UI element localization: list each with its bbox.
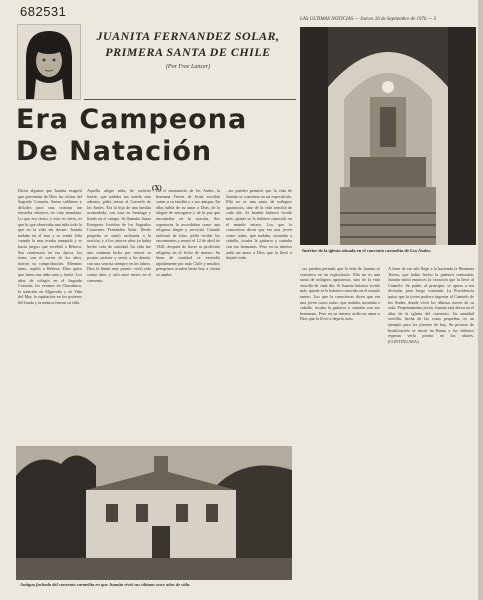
catalog-number: 682531 bbox=[20, 4, 67, 19]
body-column-4 bbox=[226, 188, 292, 440]
title-rule bbox=[84, 99, 296, 100]
title-line-1: JUANITA FERNANDEZ SOLAR, bbox=[96, 29, 280, 43]
body-column-2-text: Aquella alegre niña, de carácter fuerte, que nadaba sin miedo mar adentro, pidió entrar al Carmelo de los Andes. Era la hija de una familia acomodada, con casa en Santiago y fundo en el campo. Se llamaba Juana Enriqueta Josefina de los Sagrados Corazones Fernández Solar. Desde pequeña se sintió inclinada a la oración, y a los catorce años ya había hecho voto de castidad. Su vida fue una continua lucha por vencer su propio carácter y servir a los demás, con una sonrisa siempre en los labios. Dios la llamó muy pronto: vivió sólo veinte años, y sólo once meses en el convento. bbox=[87, 188, 151, 283]
headline bbox=[16, 104, 247, 168]
body-column-3 bbox=[156, 188, 220, 440]
newspaper-header-line: LAS ULTIMAS NOTICIAS — Jueves 16 de Septiembre de 1976 — 3 bbox=[300, 17, 436, 22]
body-column-1-text: Dicen algunos que Juanita exageró que provenían de Dios las visitas del Sagrado Corazón. Suena sublimes y difíciles para una criatura tan envuelta entonces en vida mundana. Lo que era cierto, y esto es cierto, es que lo que observaba una niña todo lo que en la vida sin decaer. Juanita nadaba en el mar y se sentía feliz cuando la mar estaba tranquila y se hacía juegos que escribió a Rebeca. Sus comienzos en esa época, los tenía, con el correr de los años, fueron su comprobación. Mientras tanto, repitió a Rebeca: Dios quiso que fuera una niña sana y fuerte. Los años de colegio en el Sagrado Corazón, los veranos en Chacabuco, la natación en Algarrobo y en Viña del Mar, la equitación en los potreros del fundo y la música fueron su vida. bbox=[18, 188, 82, 305]
byline: (Por Free Lancer) bbox=[165, 64, 211, 70]
body-column-1 bbox=[18, 188, 82, 440]
portrait-image bbox=[17, 24, 81, 100]
body-column-2 bbox=[87, 188, 151, 440]
headline-line-1: Era Campeona bbox=[16, 104, 248, 135]
portrait-drawing bbox=[18, 25, 80, 99]
church-interior-photo bbox=[300, 27, 476, 245]
body-column-5-text: ...no pueden permitir que la vida de Juanita se convierta en un espectáculo. Ella no es una santa de milagros aparatosos, sino de la vida sencilla de cada día. Si Juanita hubiera vivido más, quizás se le hubiera conocido en el mundo entero. Los que la conocieron dicen que era una joven como todas, que nadaba, montaba a caballo, tocaba la guitarra y cantaba con sus hermanas. Pero en su interior ardía un amor a Dios que la llevó a dejarlo todo. bbox=[300, 266, 380, 322]
body-column-4-text: ...no pueden permitir que la vida de Juanita se convierta en un espectáculo. Ella no es una santa de milagros aparatosos, sino de la vida sencilla de cada día. Si Juanita hubiera vivido más, quizás se le hubiera conocido en el mundo entero. Los que la conocieron dicen que era una joven como todas, que nadaba, montaba a caballo, tocaba la guitarra y cantaba con sus hermanas. Pero en su interior ardía un amor a Dios que la llevó a dejarlo todo. bbox=[226, 188, 292, 261]
convent-facade-drawing bbox=[16, 446, 292, 580]
convent-facade-caption: Antigua fachada del convento carmelita en que Juanita vivió sus últimos once años de vida. bbox=[20, 582, 191, 587]
church-interior-drawing bbox=[300, 27, 476, 245]
church-interior-caption: Interior de la iglesia situada en el convento carmelita de Los Andes. bbox=[302, 248, 432, 253]
body-column-5 bbox=[300, 266, 380, 586]
body-column-3-text: En el monasterio de los Andes, la hermana Teresa de Jesús escribió cartas a su familia y a sus amigas. En ellas habla de su amor a Dios, de la alegría de entregarse y de la paz que encontraba en la oración. Sus superioras la recordaban como una religiosa alegre y servicial. Cuando enfermó de tifus, pidió recibir los sacramentos y murió el 12 de abril de 1920, después de hacer su profesión religiosa en el lecho de muerte. Su fama de santidad se extendió rápidamente por todo Chile y muchos peregrinos acuden hasta hoy a visitar su tumba. bbox=[156, 188, 220, 277]
section-mark: (X) bbox=[152, 184, 162, 192]
body-column-6 bbox=[388, 266, 474, 586]
title-line-2: PRIMERA SANTA DE CHILE bbox=[105, 45, 271, 59]
convent-facade-photo bbox=[16, 446, 292, 580]
body-column-6-text: A fines de ese año llegó a la hacienda la Hermana Teresa, que había hecho la primera comunión. Juanita sintió entonces la vocación que la llevó al Carmelo. Su padre, al principio, se opuso a esa decisión, pero luego consintió. La Providencia quiso que la joven pudiera ingresar al Carmelo de los Andes, donde vivió los últimos meses de su vida. Perpetuamente joven, Juanita está ahora en el altar de la iglesia del convento. Su santidad sencilla, hecha de las cosas pequeñas, es un ejemplo para los jóvenes de hoy. Su proceso de beatificación se inició en Roma y los chilenos esperan verla pronto en los altares. (CONTINUARA). bbox=[388, 266, 474, 344]
headline-line-2: De Natación bbox=[16, 136, 213, 167]
article-title-block bbox=[84, 28, 292, 70]
page-edge bbox=[478, 0, 483, 600]
